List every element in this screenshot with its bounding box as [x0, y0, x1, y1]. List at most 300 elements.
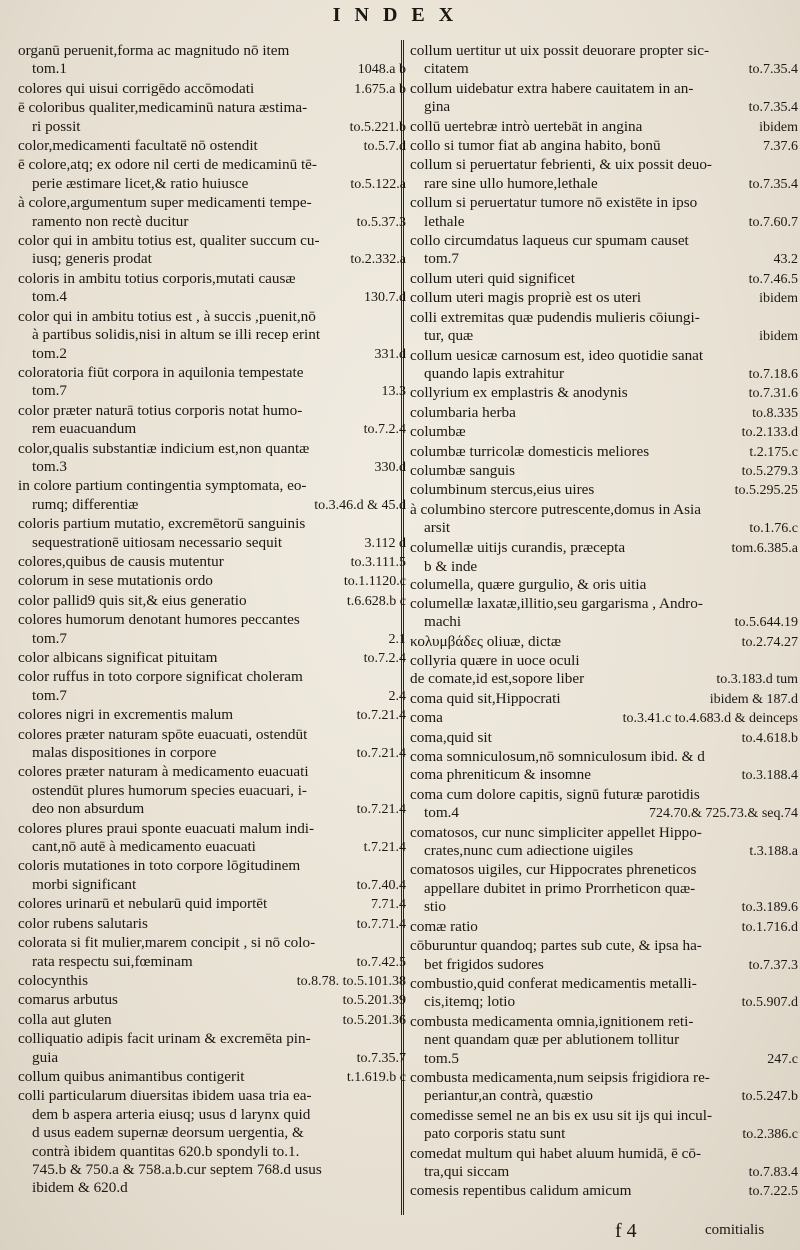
- index-entry: [410, 861, 798, 917]
- entry-text: combusta medicamenta,num seipsis frigidiora re-: [410, 1068, 710, 1086]
- index-entry: [18, 895, 406, 914]
- entry-text: colores,quibus de causis mutentur: [18, 552, 224, 570]
- entry-line: [410, 289, 798, 308]
- entry-text: color præter naturā totius corporis notat humo-: [18, 401, 303, 419]
- entry-line: [410, 213, 798, 232]
- entry-reference: ibidem & 187.d: [709, 691, 798, 707]
- entry-text: in colore partium contingentia symptomata, eo-: [18, 477, 307, 495]
- entry-text: ramento non rectè ducitur: [32, 212, 189, 230]
- entry-text: ibidem & 620.d: [32, 1179, 128, 1197]
- entry-text: columbæ turricolæ domesticis meliores: [410, 442, 650, 460]
- entry-reference: 724.70.& 725.73.& seq.74: [649, 806, 798, 822]
- entry-text: ē colore,atq; ex odore nil certi de medicaminū tē-: [18, 156, 317, 174]
- entry-text: columbæ sanguis: [410, 461, 516, 479]
- entry-line: [410, 423, 798, 442]
- entry-text: tom.4: [32, 288, 68, 306]
- entry-text: comesis repentibus calidum amicum: [410, 1182, 632, 1200]
- entry-reference: to.1.76.c: [749, 521, 798, 537]
- entry-text: color ruffus in toto corpore significat choleram: [18, 668, 303, 686]
- index-entry: [410, 824, 798, 862]
- entry-text: color rubens salutaris: [18, 914, 148, 932]
- entry-text: coma quid sit,Hippocrati: [410, 689, 561, 707]
- entry-line: [18, 440, 406, 458]
- entry-text: tom.5: [424, 1049, 460, 1067]
- entry-text: bet frigidos sudores: [424, 955, 544, 973]
- entry-text: comedat multum qui habet aluum humidā, ē cō-: [410, 1144, 702, 1162]
- entry-line: [18, 838, 406, 857]
- index-entry: [410, 270, 798, 289]
- index-entry: [18, 763, 406, 819]
- entry-reference: to.1.1120.c: [343, 574, 406, 590]
- index-entry: [18, 553, 406, 572]
- entry-line: [18, 175, 406, 194]
- entry-line: [18, 744, 406, 763]
- index-entry: [410, 1013, 798, 1069]
- entry-line: [18, 326, 406, 344]
- entry-reference: ibidem: [759, 329, 798, 345]
- index-entry: [410, 481, 798, 500]
- entry-line: [410, 270, 798, 289]
- entry-line: [18, 915, 406, 934]
- entry-text: collum uteri quid significet: [410, 269, 575, 287]
- entry-line: [410, 539, 798, 558]
- entry-line: [410, 613, 798, 632]
- entry-text: d usus eadem supernæ deorsum uergentia, &: [32, 1124, 304, 1142]
- index-entry: [410, 501, 798, 539]
- entry-text: cis,itemq; lotio: [424, 993, 516, 1011]
- entry-text: organū peruenit,forma ac magnitudo nō item: [18, 42, 290, 59]
- entry-reference: t.3.188.a: [749, 844, 798, 860]
- index-entry: [18, 364, 406, 402]
- entry-line: [18, 80, 406, 99]
- entry-line: [410, 709, 798, 728]
- entry-reference: to.7.46.5: [748, 271, 798, 287]
- entry-line: [410, 175, 798, 194]
- entry-line: [410, 576, 798, 594]
- running-header: INDEX: [332, 4, 468, 26]
- entry-line: [18, 1030, 406, 1048]
- entry-reference: ibidem: [759, 291, 798, 307]
- entry-line: [410, 501, 798, 519]
- entry-line: [410, 861, 798, 879]
- entry-line: [18, 364, 406, 382]
- index-entry: [18, 270, 406, 308]
- entry-text: cōburuntur quandoq; partes sub cute, & ipsa ha-: [410, 937, 702, 955]
- entry-line: [410, 309, 798, 327]
- entry-line: [410, 1107, 798, 1125]
- entry-text: comatosos uigiles, cur Hippocrates phreneticos: [410, 861, 697, 879]
- entry-line: [410, 1182, 798, 1201]
- entry-text: columellæ laxatæ,illitio,seu gargarisma , Andro-: [410, 594, 703, 612]
- entry-reference: 7.37.6: [763, 139, 798, 155]
- entry-text: ē coloribus qualiter,medicaminū natura æstima-: [18, 99, 308, 117]
- entry-line: [18, 572, 406, 591]
- entry-line: [18, 1179, 406, 1197]
- entry-line: [410, 250, 798, 269]
- entry-reference: to.2.133.d: [741, 425, 798, 441]
- entry-reference: to.5.221.b: [349, 119, 406, 135]
- entry-text: rem euacuandum: [32, 420, 137, 438]
- entry-text: colorum in sese mutationis ordo: [18, 572, 213, 590]
- index-entry: [410, 690, 798, 709]
- index-entry: [410, 709, 798, 728]
- entry-line: [18, 1106, 406, 1124]
- entry-reference: to.2.74.27: [741, 634, 798, 650]
- entry-line: [18, 534, 406, 553]
- entry-line: [18, 515, 406, 533]
- entry-reference: to.7.40.4: [356, 877, 406, 893]
- entry-text: collo circumdatus laqueus cur spumam causet: [410, 232, 689, 250]
- entry-text: coma cum dolore capitis, signū futuræ parotidis: [410, 785, 700, 803]
- entry-text: colores urinarū et nebularū quid importēt: [18, 895, 268, 913]
- index-entry: [410, 118, 798, 137]
- entry-text: columbæ: [410, 423, 466, 441]
- index-entry: [18, 1068, 406, 1087]
- entry-line: [410, 481, 798, 500]
- catchword: comitialis: [705, 1222, 765, 1238]
- index-entry: [18, 1030, 406, 1068]
- entry-line: [410, 42, 798, 60]
- entry-reference: to.7.2.4: [363, 422, 406, 438]
- index-entry: [18, 42, 406, 80]
- entry-text: nent quandam quæ per ablutionem tollitur: [424, 1031, 680, 1049]
- entry-text: dem b aspera arteria eiusq; usus d larynx quid: [32, 1105, 311, 1123]
- entry-line: [18, 611, 406, 629]
- entry-line: [410, 748, 798, 766]
- entry-line: [18, 496, 406, 515]
- entry-text: contrà ibidem quantitas 620.b spondyli to.1.: [32, 1142, 300, 1160]
- entry-line: [410, 232, 798, 250]
- entry-text: tom.1: [32, 60, 68, 78]
- index-entry: [410, 670, 798, 689]
- entry-line: [18, 668, 406, 686]
- entry-line: [18, 991, 406, 1010]
- entry-text: collum uertitur ut uix possit deuorare propter sic-: [410, 42, 710, 59]
- entry-text: arsit: [424, 519, 451, 537]
- entry-line: [18, 308, 406, 326]
- entry-line: [18, 857, 406, 875]
- entry-line: [410, 595, 798, 613]
- entry-reference: to.5.201.36: [342, 1012, 406, 1028]
- entry-line: [410, 652, 798, 670]
- entry-line: [18, 477, 406, 495]
- entry-reference: to.4.618.b: [741, 730, 798, 746]
- entry-reference: to.3.188.4: [741, 768, 798, 784]
- index-entry: [410, 729, 798, 748]
- entry-line: [18, 1124, 406, 1142]
- entry-line: [410, 880, 798, 898]
- entry-text: ostendūt plures humorum species euacuari, i-: [32, 781, 307, 799]
- index-entry: [410, 576, 798, 594]
- index-entry: [410, 918, 798, 937]
- entry-reference: to.8.78. to.5.101.38: [296, 973, 406, 989]
- index-entry: [410, 652, 798, 670]
- entry-reference: to.1.716.d: [741, 919, 798, 935]
- entry-line: [18, 895, 406, 914]
- entry-text: collum si peruertatur febrienti, & uix possit deuo-: [410, 156, 712, 174]
- entry-reference: to.5.201.39: [342, 993, 406, 1009]
- index-entry: [410, 937, 798, 975]
- index-entry: [18, 1087, 406, 1197]
- entry-text: appellare dubitet in primo Prorrheticon quæ-: [424, 879, 696, 897]
- entry-text: crates,nunc cum adiectione uigiles: [424, 842, 634, 860]
- entry-text: rare sine ullo humore,lethale: [424, 174, 598, 192]
- entry-text: colores præter naturam à medicamento euacuati: [18, 763, 309, 781]
- entry-text: guia: [32, 1048, 59, 1066]
- index-entry: [410, 232, 798, 270]
- entry-line: [410, 118, 798, 137]
- entry-line: [410, 804, 798, 823]
- index-entry: [410, 443, 798, 462]
- entry-text: colliquatio adipis facit urinam & excremēta pin-: [18, 1030, 311, 1048]
- index-entry: [410, 975, 798, 1013]
- entry-line: [18, 782, 406, 800]
- index-entry: [410, 347, 798, 385]
- entry-text: collum uesicæ carnosum est, ideo quotidie sanat: [410, 346, 704, 364]
- entry-text: citatem: [424, 60, 469, 78]
- entry-line: [18, 99, 406, 117]
- index-entry: [410, 42, 798, 80]
- index-entry: [18, 592, 406, 611]
- entry-line: [18, 232, 406, 250]
- index-entry: [18, 1011, 406, 1030]
- entry-reference: 7.71.4: [371, 897, 406, 913]
- entry-line: [410, 384, 798, 403]
- entry-line: [410, 365, 798, 384]
- entry-text: combustio,quid conferat medicamentis metalli-: [410, 974, 697, 992]
- index-entry: [410, 595, 798, 633]
- entry-reference: 3.112 d: [364, 535, 406, 551]
- index-entry: [18, 402, 406, 440]
- entry-text: columellæ uitijs curandis, præcepta: [410, 538, 626, 556]
- entry-reference: to.7.2.4: [363, 651, 406, 666]
- entry-text: coma: [410, 709, 443, 727]
- entry-line: [18, 194, 406, 212]
- index-entry: [18, 857, 406, 895]
- index-entry: [18, 991, 406, 1010]
- entry-line: [18, 934, 406, 952]
- entry-reference: to.3.183.d tum: [716, 672, 798, 688]
- entry-text: columbaria herba: [410, 403, 516, 421]
- entry-text: comedisse semel ne an bis ex usu sit ijs qui incul-: [410, 1106, 713, 1124]
- entry-text: à colore,argumentum super medicamenti tempe-: [18, 194, 312, 212]
- entry-reference: to.7.18.6: [748, 366, 798, 382]
- entry-line: [18, 953, 406, 972]
- entry-reference: to.8.335: [752, 405, 798, 421]
- entry-line: [410, 156, 798, 174]
- entry-text: combusta medicamenta omnia,ignitionem reti-: [410, 1012, 694, 1030]
- index-entry: [410, 156, 798, 194]
- entry-reference: to.3.41.c to.4.683.d & deinceps: [622, 711, 798, 727]
- entry-reference: t.7.21.4: [363, 840, 406, 856]
- entry-reference: 247.c: [767, 1051, 798, 1067]
- index-entry: [18, 820, 406, 858]
- entry-reference: to.5.295.25: [734, 483, 798, 499]
- entry-reference: t.1.619.b c: [346, 1069, 406, 1085]
- entry-reference: ibidem: [759, 119, 798, 135]
- entry-reference: to.7.35.7: [356, 1050, 406, 1066]
- entry-line: [18, 649, 406, 668]
- entry-text: deo non absurdum: [32, 800, 145, 818]
- entry-reference: 43.2: [773, 252, 798, 268]
- entry-text: 745.b & 750.a & 758.a.b.cur septem 768.d usus: [32, 1160, 322, 1178]
- entry-line: [410, 1087, 798, 1106]
- entry-text: color qui in ambitu totius est , à succis ,puenit,nō: [18, 307, 316, 325]
- index-entry: [18, 515, 406, 553]
- index-entry: [18, 649, 406, 668]
- index-entry: [18, 137, 406, 156]
- entry-text: periantur,an contrà, quæstio: [424, 1087, 593, 1105]
- entry-line: [410, 729, 798, 748]
- entry-reference: to.2.386.c: [742, 1127, 798, 1143]
- entry-reference: tom.6.385.a: [731, 540, 798, 556]
- entry-text: collum si peruertatur tumore nō existēte in ipso: [410, 194, 698, 212]
- entry-line: [410, 1069, 798, 1087]
- entry-reference: to.7.35.4: [748, 176, 798, 192]
- entry-line: [18, 1087, 406, 1105]
- entry-text: colorata si fit mulier,marem concipit , si nō colo-: [18, 934, 316, 952]
- entry-text: à partibus solidis,nisi in altum se illi recep erint: [32, 326, 321, 344]
- entry-reference: to.7.21.4: [356, 746, 406, 762]
- entry-line: [410, 194, 798, 212]
- index-entry: [18, 915, 406, 934]
- index-entry: [18, 99, 406, 137]
- index-entry: [18, 934, 406, 972]
- entry-text: quando lapis extrahitur: [424, 364, 565, 382]
- entry-line: [18, 270, 406, 288]
- entry-reference: 2.4: [388, 688, 406, 704]
- entry-line: [18, 763, 406, 781]
- index-entry: [410, 289, 798, 308]
- index-entry: [410, 539, 798, 577]
- entry-text: coloris in ambitu totius corporis,mutati causæ: [18, 269, 296, 287]
- entry-line: [410, 766, 798, 785]
- entry-text: coloratoria fiūt corpora in aquilonia tempestate: [18, 363, 304, 381]
- entry-text: tom.7: [424, 250, 460, 268]
- entry-reference: to.7.35.4: [748, 100, 798, 116]
- entry-reference: 330.d: [374, 459, 406, 475]
- entry-line: [410, 404, 798, 423]
- entry-line: [410, 98, 798, 117]
- entry-text: morbi significant: [32, 875, 137, 893]
- index-entry: [410, 462, 798, 481]
- entry-text: tom.7: [32, 629, 68, 647]
- index-entry: [18, 726, 406, 764]
- signature-mark: f 4: [615, 1220, 637, 1242]
- entry-line: [18, 382, 406, 401]
- entry-reference: to.7.21.4: [356, 802, 406, 818]
- entry-text: b & inde: [424, 557, 478, 575]
- entry-line: [18, 1068, 406, 1087]
- index-entry: [410, 786, 798, 824]
- entry-text: machi: [424, 613, 462, 631]
- entry-text: colores præter naturam spōte euacuati, ostendūt: [18, 725, 308, 743]
- entry-line: [18, 213, 406, 232]
- entry-reference: 2.1: [388, 631, 406, 647]
- entry-line: [410, 937, 798, 955]
- index-entry: [18, 972, 406, 991]
- index-entry: [410, 1069, 798, 1107]
- entry-line: [410, 60, 798, 79]
- entry-reference: 1048.a b: [357, 62, 406, 78]
- entry-line: [18, 458, 406, 477]
- entry-text: comæ ratio: [410, 917, 478, 935]
- index-entry: [18, 477, 406, 515]
- index-entry: [18, 156, 406, 194]
- entry-line: [18, 800, 406, 819]
- entry-line: [410, 898, 798, 917]
- entry-text: color,medicamenti facultatē nō ostendit: [18, 137, 258, 155]
- index-entry: [410, 137, 798, 156]
- entry-text: κολυμβάδες oliuæ, dictæ: [410, 632, 561, 650]
- entry-line: [410, 443, 798, 462]
- entry-line: [410, 690, 798, 709]
- index-entry: [410, 404, 798, 423]
- entry-line: [18, 630, 406, 649]
- entry-reference: t.2.175.c: [749, 444, 798, 460]
- entry-text: iusq; generis prodat: [32, 250, 152, 268]
- left-column: [18, 42, 406, 1198]
- index-entry: [410, 384, 798, 403]
- entry-line: [410, 670, 798, 689]
- entry-text: collū uertebræ intrò uertebāt in angina: [410, 117, 643, 135]
- entry-text: tom.4: [424, 804, 460, 822]
- entry-line: [18, 118, 406, 137]
- entry-text: rata respectu sui,fœminam: [32, 952, 193, 970]
- entry-text: colla aut gluten: [18, 1010, 112, 1028]
- entry-line: [410, 1125, 798, 1144]
- entry-text: colores plures praui sponte euacuati malum indi-: [18, 819, 315, 837]
- index-entry: [18, 572, 406, 591]
- entry-reference: to.5.907.d: [741, 995, 798, 1011]
- entry-text: tom.3: [32, 457, 68, 475]
- entry-line: [18, 288, 406, 307]
- entry-text: lethale: [424, 212, 465, 230]
- entry-text: gina: [424, 98, 451, 116]
- entry-text: colores qui uisui corrigēdo accōmodati: [18, 79, 255, 97]
- entry-reference: to.5.122.a: [350, 176, 406, 192]
- entry-line: [410, 80, 798, 98]
- entry-text: perie æstimare licet,& ratio huiusce: [32, 174, 249, 192]
- entry-line: [410, 918, 798, 937]
- entry-line: [18, 402, 406, 420]
- right-column: [410, 42, 798, 1202]
- index-entry: [410, 1145, 798, 1183]
- entry-reference: to.7.60.7: [748, 214, 798, 230]
- index-entry: [410, 423, 798, 442]
- entry-line: [18, 1161, 406, 1179]
- entry-line: [18, 820, 406, 838]
- entry-line: [410, 975, 798, 993]
- entry-line: [410, 1031, 798, 1049]
- entry-text: colores nigri in excrementis malum: [18, 706, 234, 724]
- entry-line: [410, 1013, 798, 1031]
- entry-text: columbinum stercus,eius uires: [410, 481, 595, 499]
- entry-line: [410, 327, 798, 346]
- entry-line: [18, 972, 406, 991]
- entry-reference: to.7.35.4: [748, 62, 798, 78]
- entry-text: colli extremitas quæ pudendis mulieris cōiungi-: [410, 308, 700, 326]
- entry-reference: to.3.189.6: [741, 900, 798, 916]
- entry-reference: to.3.111.5: [350, 554, 406, 570]
- index-entry: [410, 748, 798, 766]
- entry-line: [410, 842, 798, 861]
- entry-text: tom.7: [32, 382, 68, 400]
- entry-text: coloris partium mutatio, excremētorū sanguinis: [18, 515, 306, 533]
- entry-line: [410, 786, 798, 804]
- index-entry: [18, 80, 406, 99]
- index-entry: [18, 668, 406, 706]
